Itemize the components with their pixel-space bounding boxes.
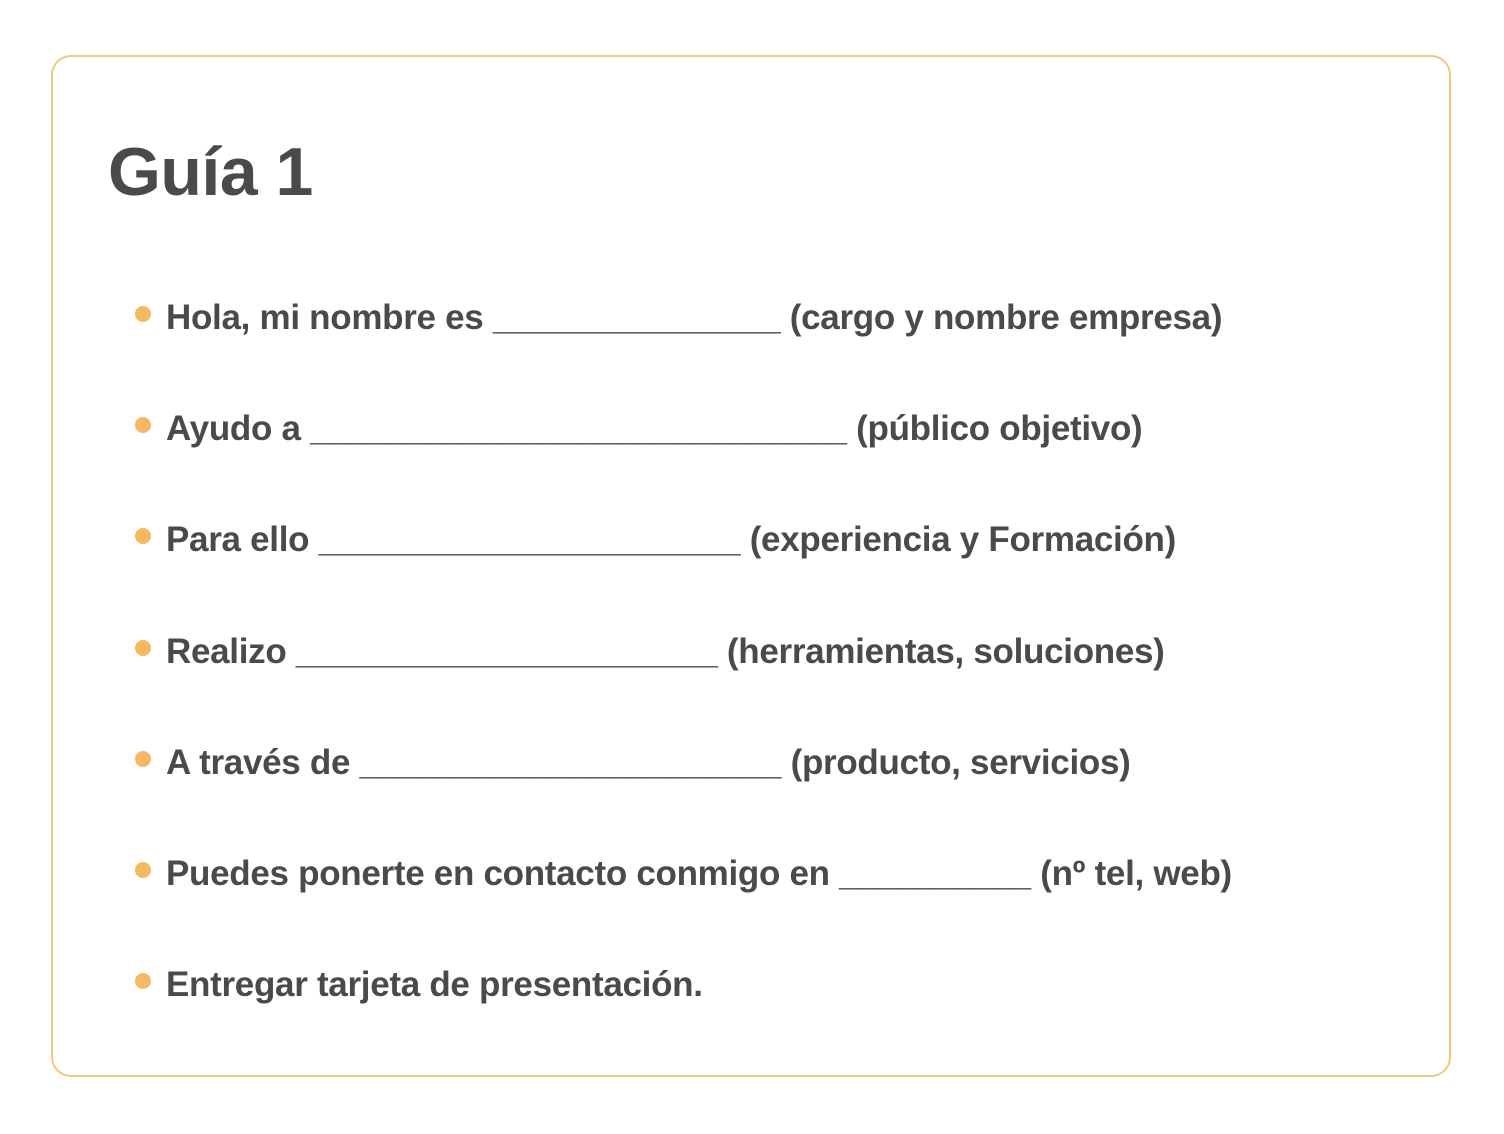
- bullet-dot-icon: [135, 862, 151, 878]
- bullet-dot-icon: [135, 640, 151, 656]
- list-item-text: Puedes ponerte en contacto conmigo en __________ (nº tel, web): [166, 853, 1232, 893]
- list-item-text: Hola, mi nombre es _______________ (cargo y nombre empresa): [166, 298, 1223, 337]
- list-item-text: Ayudo a ____________________________ (público objetivo): [166, 409, 1143, 449]
- list-item: [135, 512, 1232, 623]
- bullet-dot-icon: [135, 751, 151, 767]
- list-item: [135, 846, 1232, 957]
- bullet-dot-icon: [135, 528, 151, 544]
- list-item-text: Realizo ______________________ (herramientas, soluciones): [166, 631, 1165, 671]
- list-item: [135, 290, 1232, 401]
- page-title: Guía 1: [108, 134, 313, 210]
- list-item-text: Para ello ______________________ (experiencia y Formación): [166, 520, 1176, 560]
- bullet-dot-icon: [135, 306, 151, 322]
- list-item: [135, 735, 1232, 846]
- bullet-list: [135, 290, 1232, 1068]
- list-item-text: A través de ______________________ (producto, servicios): [166, 742, 1131, 782]
- list-item-text: Entregar tarjeta de presentación.: [166, 965, 703, 1005]
- list-item: [135, 401, 1232, 512]
- list-item: [135, 624, 1232, 735]
- bullet-dot-icon: [135, 417, 151, 433]
- list-item: [135, 957, 1232, 1068]
- bullet-dot-icon: [135, 973, 151, 989]
